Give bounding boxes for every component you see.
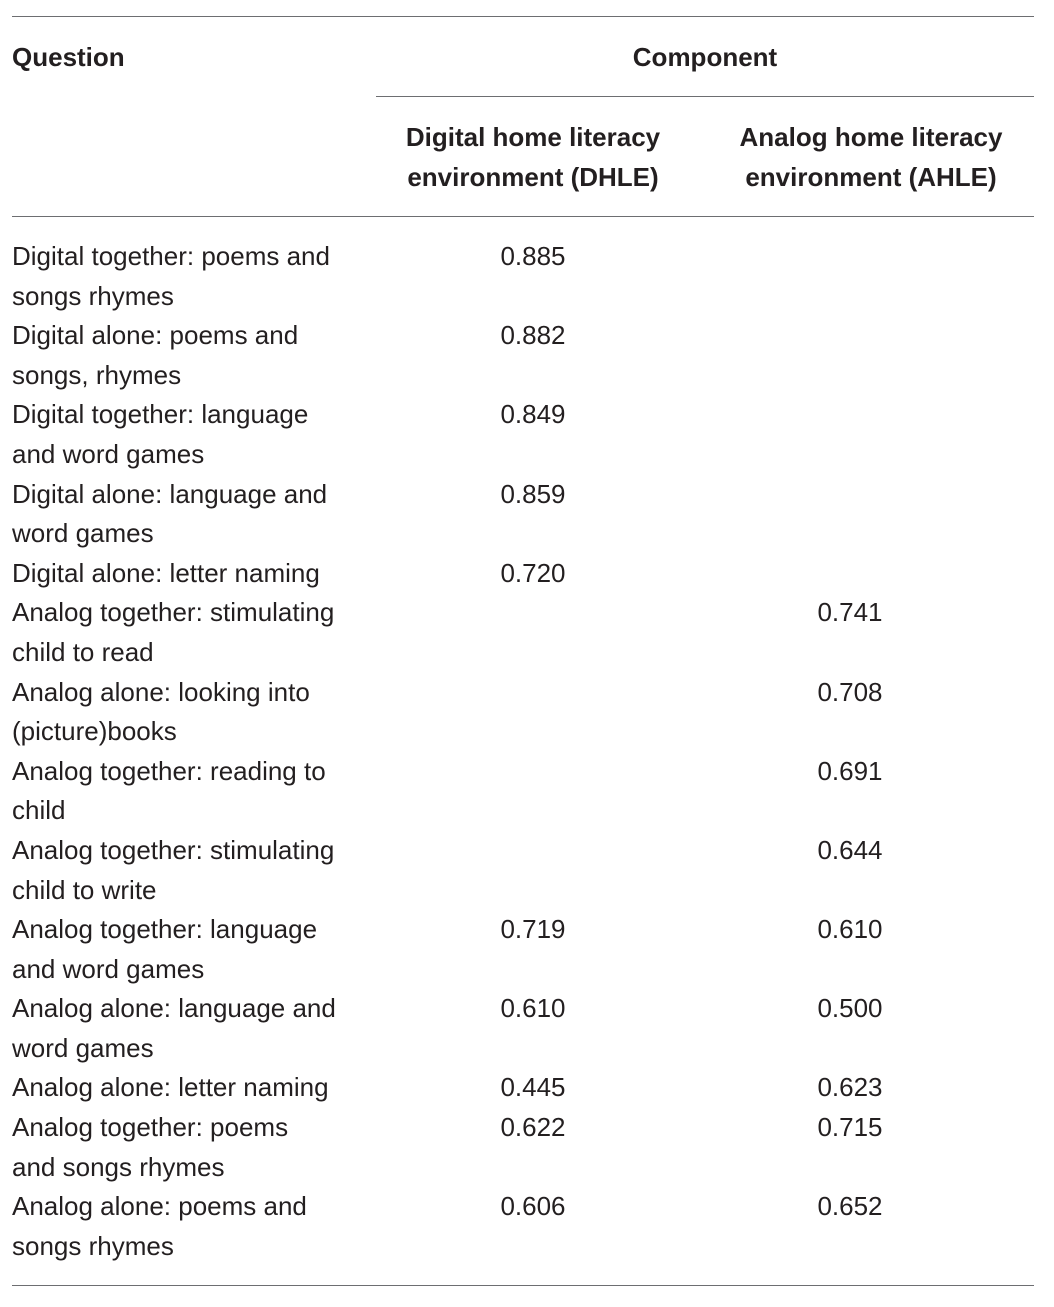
- dhle-header-line1: Digital home literacy: [405, 122, 661, 152]
- ahle-header: [708, 117, 1034, 197]
- table-row: [12, 554, 1034, 594]
- question-cell: [12, 910, 372, 989]
- table-row: [12, 673, 1034, 752]
- top-rule: [12, 16, 1034, 17]
- question-text-line1: Analog alone: looking into: [12, 676, 310, 707]
- table-row: [12, 1068, 1034, 1108]
- question-text-line1: Analog together: stimulating: [12, 834, 335, 865]
- dhle-value: 0.720: [500, 557, 566, 588]
- question-text-line1: Digital together: poems and: [12, 241, 330, 271]
- table-row: [12, 593, 1034, 672]
- question-text-line1: Digital alone: letter naming: [12, 557, 320, 588]
- question-text-line2: and word games: [12, 438, 205, 469]
- question-cell: [12, 1108, 372, 1187]
- ahle-value: 0.623: [817, 1072, 883, 1103]
- ahle-value: 0.652: [817, 1191, 883, 1222]
- question-cell: [12, 395, 372, 474]
- table-row: [12, 316, 1034, 395]
- question-text-line2: and word games: [12, 953, 205, 984]
- question-cell: [12, 475, 372, 554]
- ahle-value: 0.691: [817, 755, 883, 786]
- table-row: [12, 1108, 1034, 1187]
- table-row: [12, 752, 1034, 831]
- question-text-line1: Digital together: language: [12, 399, 309, 430]
- question-header: Question: [12, 42, 125, 72]
- ahle-value: 0.715: [817, 1112, 883, 1143]
- question-text-line1: Digital alone: poems and: [12, 320, 299, 351]
- question-cell: [12, 989, 372, 1068]
- table-row: [12, 989, 1034, 1068]
- dhle-value: 0.849: [500, 399, 566, 430]
- dhle-value: 0.719: [500, 914, 566, 945]
- ahle-value: 0.741: [817, 597, 883, 628]
- table-row: [12, 395, 1034, 474]
- component-header: Component: [632, 42, 778, 72]
- ahle-value: 0.708: [817, 676, 883, 707]
- dhle-value: 0.859: [500, 478, 566, 509]
- question-text-line1: Analog alone: poems and: [12, 1191, 307, 1222]
- ahle-header-line1: Analog home literacy: [739, 122, 1003, 152]
- question-text-line2: (picture)books: [12, 716, 177, 747]
- table-row: [12, 831, 1034, 910]
- table-row: [12, 475, 1034, 554]
- question-cell: [12, 752, 372, 831]
- question-text-line2: songs, rhymes: [12, 359, 182, 390]
- question-text-line2: word games: [12, 518, 154, 549]
- dhle-header: [376, 117, 690, 197]
- dhle-value: 0.610: [500, 993, 566, 1024]
- question-text-line1: Analog together: poems: [12, 1112, 289, 1143]
- question-text-line2: child: [12, 795, 66, 826]
- question-cell: [12, 593, 372, 672]
- question-cell: [12, 554, 372, 594]
- question-cell: [12, 237, 372, 316]
- question-text-line1: Analog together: reading to: [12, 755, 326, 786]
- bottom-rule: [12, 1285, 1034, 1286]
- question-text-line2: word games: [12, 1032, 154, 1063]
- question-text-line1: Analog alone: letter naming: [12, 1072, 329, 1103]
- ahle-value: 0.500: [817, 993, 883, 1024]
- component-rule: [376, 96, 1034, 97]
- question-cell: [12, 316, 372, 395]
- question-text-line1: Analog together: language: [12, 914, 318, 945]
- ahle-value: 0.610: [817, 914, 883, 945]
- question-cell: [12, 1187, 372, 1266]
- dhle-value: 0.622: [500, 1112, 566, 1143]
- question-text-line1: Analog alone: language and: [12, 993, 336, 1024]
- dhle-value: 0.606: [500, 1191, 566, 1222]
- question-cell: [12, 1068, 372, 1108]
- dhle-value: 0.882: [500, 320, 566, 351]
- question-text-line2: and songs rhymes: [12, 1151, 225, 1182]
- header-rule: [12, 216, 1034, 217]
- ahle-header-line2: environment (AHLE): [745, 162, 997, 192]
- dhle-value: 0.885: [500, 241, 566, 271]
- question-text-line2: songs rhymes: [12, 1230, 174, 1261]
- ahle-value: 0.644: [817, 834, 883, 865]
- question-cell: [12, 673, 372, 752]
- question-text-line1: Digital alone: language and: [12, 478, 328, 509]
- table-row: [12, 237, 1034, 316]
- question-text-line2: child to write: [12, 874, 157, 905]
- question-text-line2: child to read: [12, 636, 154, 667]
- table-row: [12, 1187, 1034, 1266]
- dhle-value: 0.445: [500, 1072, 566, 1103]
- dhle-header-line2: environment (DHLE): [407, 162, 659, 192]
- question-text-line2: songs rhymes: [12, 280, 174, 311]
- question-cell: [12, 831, 372, 910]
- question-text-line1: Analog together: stimulating: [12, 597, 335, 628]
- table-row: [12, 910, 1034, 989]
- table-body: [12, 237, 1034, 1266]
